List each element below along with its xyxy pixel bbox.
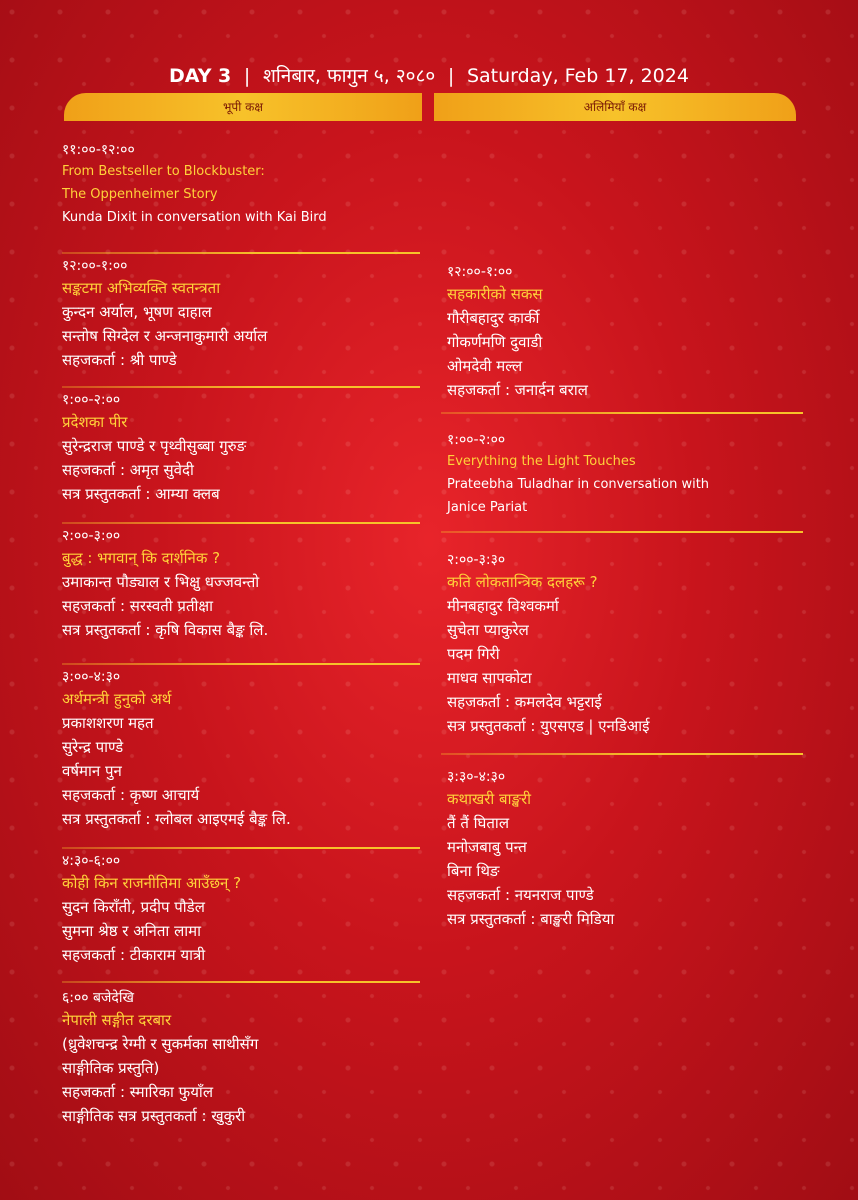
session-detail: सहजकर्ता : नयनराज पाण्डे	[447, 886, 594, 904]
section-divider	[441, 412, 803, 414]
session-title: कथाखरी बाङ्खरी	[447, 790, 532, 808]
session-block	[447, 262, 807, 402]
session-detail: वर्षमान पुन	[62, 762, 122, 780]
session-block	[62, 140, 424, 229]
session-time: १:००-२:००	[62, 392, 121, 408]
english-date: Saturday, Feb 17, 2024	[466, 65, 689, 87]
session-time: २:००-३:३०	[447, 552, 506, 568]
session-time: ३:३०-४:३०	[447, 769, 506, 785]
session-block	[62, 667, 424, 831]
session-detail: Kunda Dixit in conversation with Kai Bird	[62, 210, 327, 225]
session-block	[62, 988, 424, 1128]
session-detail: प्रकाशशरण महत	[62, 714, 154, 732]
session-title: The Oppenheimer Story	[62, 187, 218, 202]
session-detail: सहजकर्ता : स्मारिका फुयाँल	[62, 1083, 213, 1101]
session-title: अर्थमन्त्री हुनुको अर्थ	[62, 690, 172, 708]
nepali-date: शनिबार, फागुन ५, २०८०	[262, 65, 436, 87]
session-detail: सहजकर्ता : टीकाराम यात्री	[62, 946, 206, 964]
session-time: १२:००-१:००	[447, 264, 513, 280]
session-detail: सत्र प्रस्तुतकर्ता : बाङ्खरी मिडिया	[447, 910, 615, 928]
session-detail: Janice Pariat	[447, 500, 528, 515]
session-detail: मीनबहादुर विश्वकर्मा	[447, 597, 559, 615]
session-title: कोही किन राजनीतिमा आउँछन् ?	[62, 874, 242, 892]
session-detail: कुन्दन अर्याल, भूषण दाहाल	[62, 303, 212, 321]
section-divider	[62, 847, 420, 849]
session-detail: सहजकर्ता : अमृत सुवेदी	[62, 461, 194, 479]
section-divider	[62, 522, 420, 524]
session-detail: सुदन किराँती, प्रदीप पौडेल	[62, 898, 205, 916]
session-detail: सुमना श्रेष्ठ र अनिता लामा	[62, 922, 201, 940]
session-block	[447, 550, 807, 738]
session-detail: सत्र प्रस्तुतकर्ता : आम्या क्लब	[62, 485, 220, 503]
hall-right-bar: अलिमियाँ कक्ष	[434, 93, 796, 121]
session-time: २:००-३:००	[62, 528, 121, 544]
session-detail: सुचेता प्याकुरेल	[447, 621, 529, 639]
hall-left-bar: भूपी कक्ष	[64, 93, 422, 121]
session-title: Everything the Light Touches	[447, 454, 636, 469]
session-title: नेपाली सङ्गीत दरबार	[62, 1011, 172, 1029]
session-detail: तैं तैं घिताल	[447, 814, 509, 832]
session-detail: सहजकर्ता : सरस्वती प्रतीक्षा	[62, 597, 214, 615]
section-divider	[62, 981, 420, 983]
session-block	[62, 851, 424, 967]
session-time: १२:००-१:००	[62, 258, 128, 274]
session-detail: सुरेन्द्र पाण्डे	[62, 738, 124, 756]
session-block	[447, 767, 807, 931]
session-detail: सहजकर्ता : कमलदेव भट्टराई	[447, 693, 602, 711]
session-title: कति लोकतान्त्रिक दलहरू ?	[447, 573, 598, 591]
session-title: सङ्कटमा अभिव्यक्ति स्वतन्त्रता	[62, 279, 221, 297]
session-time: ११:००-१२:००	[62, 142, 135, 158]
session-block	[62, 526, 424, 642]
session-detail: साङ्गीतिक सत्र प्रस्तुतकर्ता : खुकुरी	[62, 1107, 246, 1125]
session-detail: मनोजबाबु पन्त	[447, 838, 527, 856]
session-time: १:००-२:००	[447, 432, 506, 448]
header-separator: |	[447, 65, 455, 87]
session-block	[62, 256, 424, 372]
session-detail: गौरीबहादुर कार्की	[447, 309, 540, 327]
section-divider	[441, 531, 803, 533]
session-block	[62, 390, 424, 506]
session-title: प्रदेशका पीर	[62, 413, 128, 431]
session-detail: (ध्रुवेशचन्द्र रेग्मी र सुकर्मका साथीसँग	[62, 1035, 259, 1053]
session-detail: सत्र प्रस्तुतकर्ता : कृषि विकास बैङ्क लि.	[62, 621, 269, 639]
session-detail: उमाकान्त पौड्याल र भिक्षु धज्जवन्तो	[62, 573, 260, 591]
session-time: ४:३०-६:००	[62, 853, 121, 869]
section-divider	[441, 753, 803, 755]
session-title: From Bestseller to Blockbuster:	[62, 164, 265, 179]
session-detail: माधव सापकोटा	[447, 669, 532, 687]
session-detail: सहजकर्ता : जनार्दन बराल	[447, 381, 588, 399]
session-time: ३:००-४:३०	[62, 669, 121, 685]
section-divider	[62, 252, 420, 254]
session-detail: बिना थिङ	[447, 862, 500, 880]
day-header	[0, 62, 858, 88]
session-detail: सहजकर्ता : श्री पाण्डे	[62, 351, 177, 369]
section-divider	[62, 663, 420, 665]
session-time: ६:०० बजेदेखि	[62, 990, 134, 1006]
session-detail: सुरेन्द्रराज पाण्डे र पृथ्वीसुब्बा गुरुङ	[62, 437, 247, 455]
session-detail: साङ्गीतिक प्रस्तुति)	[62, 1059, 160, 1077]
section-divider	[62, 386, 420, 388]
header-separator: |	[243, 65, 251, 87]
session-detail: गोकर्णमणि दुवाडी	[447, 333, 543, 351]
session-detail: सहजकर्ता : कृष्ण आचार्य	[62, 786, 200, 804]
session-detail: सन्तोष सिग्देल र अन्जनाकुमारी अर्याल	[62, 327, 268, 345]
session-detail: पदम गिरी	[447, 645, 500, 663]
session-block	[447, 430, 807, 519]
session-title: सहकारीको सकस	[447, 285, 543, 303]
session-title: बुद्ध : भगवान् कि दार्शनिक ?	[62, 549, 221, 567]
session-detail: ओमदेवी मल्ल	[447, 357, 523, 375]
session-detail: Prateebha Tuladhar in conversation with	[447, 477, 710, 492]
session-detail: सत्र प्रस्तुतकर्ता : ग्लोबल आइएमई बैङ्क लि.	[62, 810, 291, 828]
day-label: DAY 3	[169, 65, 232, 87]
session-detail: सत्र प्रस्तुतकर्ता : युएसएड | एनडिआई	[447, 717, 650, 735]
